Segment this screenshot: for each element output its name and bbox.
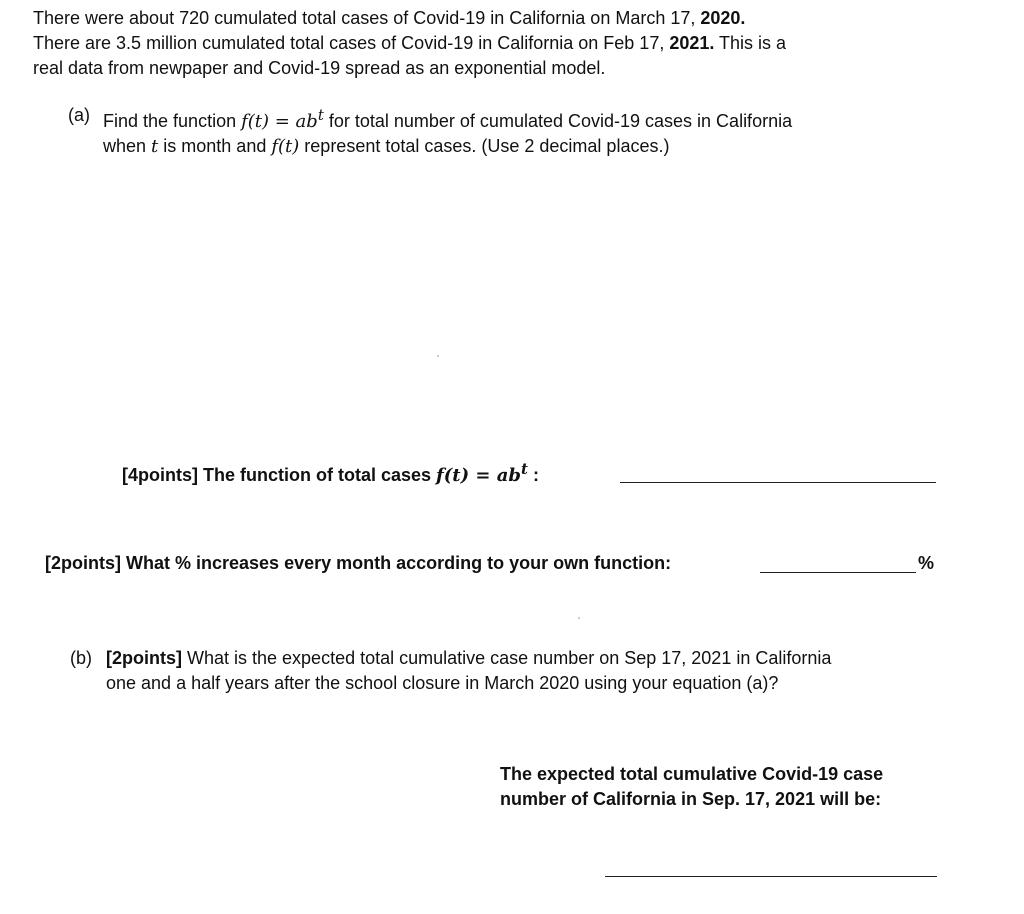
stray-mark bbox=[578, 617, 580, 619]
percent-answer-blank[interactable] bbox=[760, 572, 916, 573]
function-formula: $f(t) = ab^t$ bbox=[241, 106, 324, 132]
stray-mark bbox=[437, 355, 439, 357]
problem-intro bbox=[33, 6, 993, 81]
part-b-text: [2points] What is the expected total cumulative case number on Sep 17, 2021 in California one and a half years after the school closure in March 2020 using your equation (a)? bbox=[106, 648, 832, 693]
intro-line-2: There are 3.5 million cumulated total cases of Covid-19 in California on Feb 17, 2021. This is a bbox=[33, 33, 787, 53]
intro-line-1: There were about 720 cumulated total cases of Covid-19 in California on March 17, 2020. bbox=[33, 8, 746, 28]
percent-unit: % bbox=[918, 553, 935, 573]
expected-total-prompt: The expected total cumulative Covid-19 case number of California in Sep. 17, 2021 will be: bbox=[500, 764, 884, 809]
question-percent-increase: [2points] What % increases every month according to your own function: bbox=[45, 553, 672, 573]
function-answer-blank[interactable] bbox=[620, 482, 936, 483]
question-function: [4points] The function of total cases $f(t) = ab^t$ : bbox=[122, 460, 539, 486]
intro-line-3: real data from newpaper and Covid-19 spread as an exponential model. bbox=[33, 58, 606, 78]
part-a-text: Find the function $f(t) = ab^t$ for total number of cumulated Covid-19 cases in California when t is month and f(t) represent total cases. (Use 2 decimal places.) bbox=[103, 106, 793, 157]
part-a-label: (a) bbox=[68, 105, 90, 125]
part-b-label: (b) bbox=[70, 648, 92, 668]
expected-total-answer-blank[interactable] bbox=[605, 876, 937, 877]
